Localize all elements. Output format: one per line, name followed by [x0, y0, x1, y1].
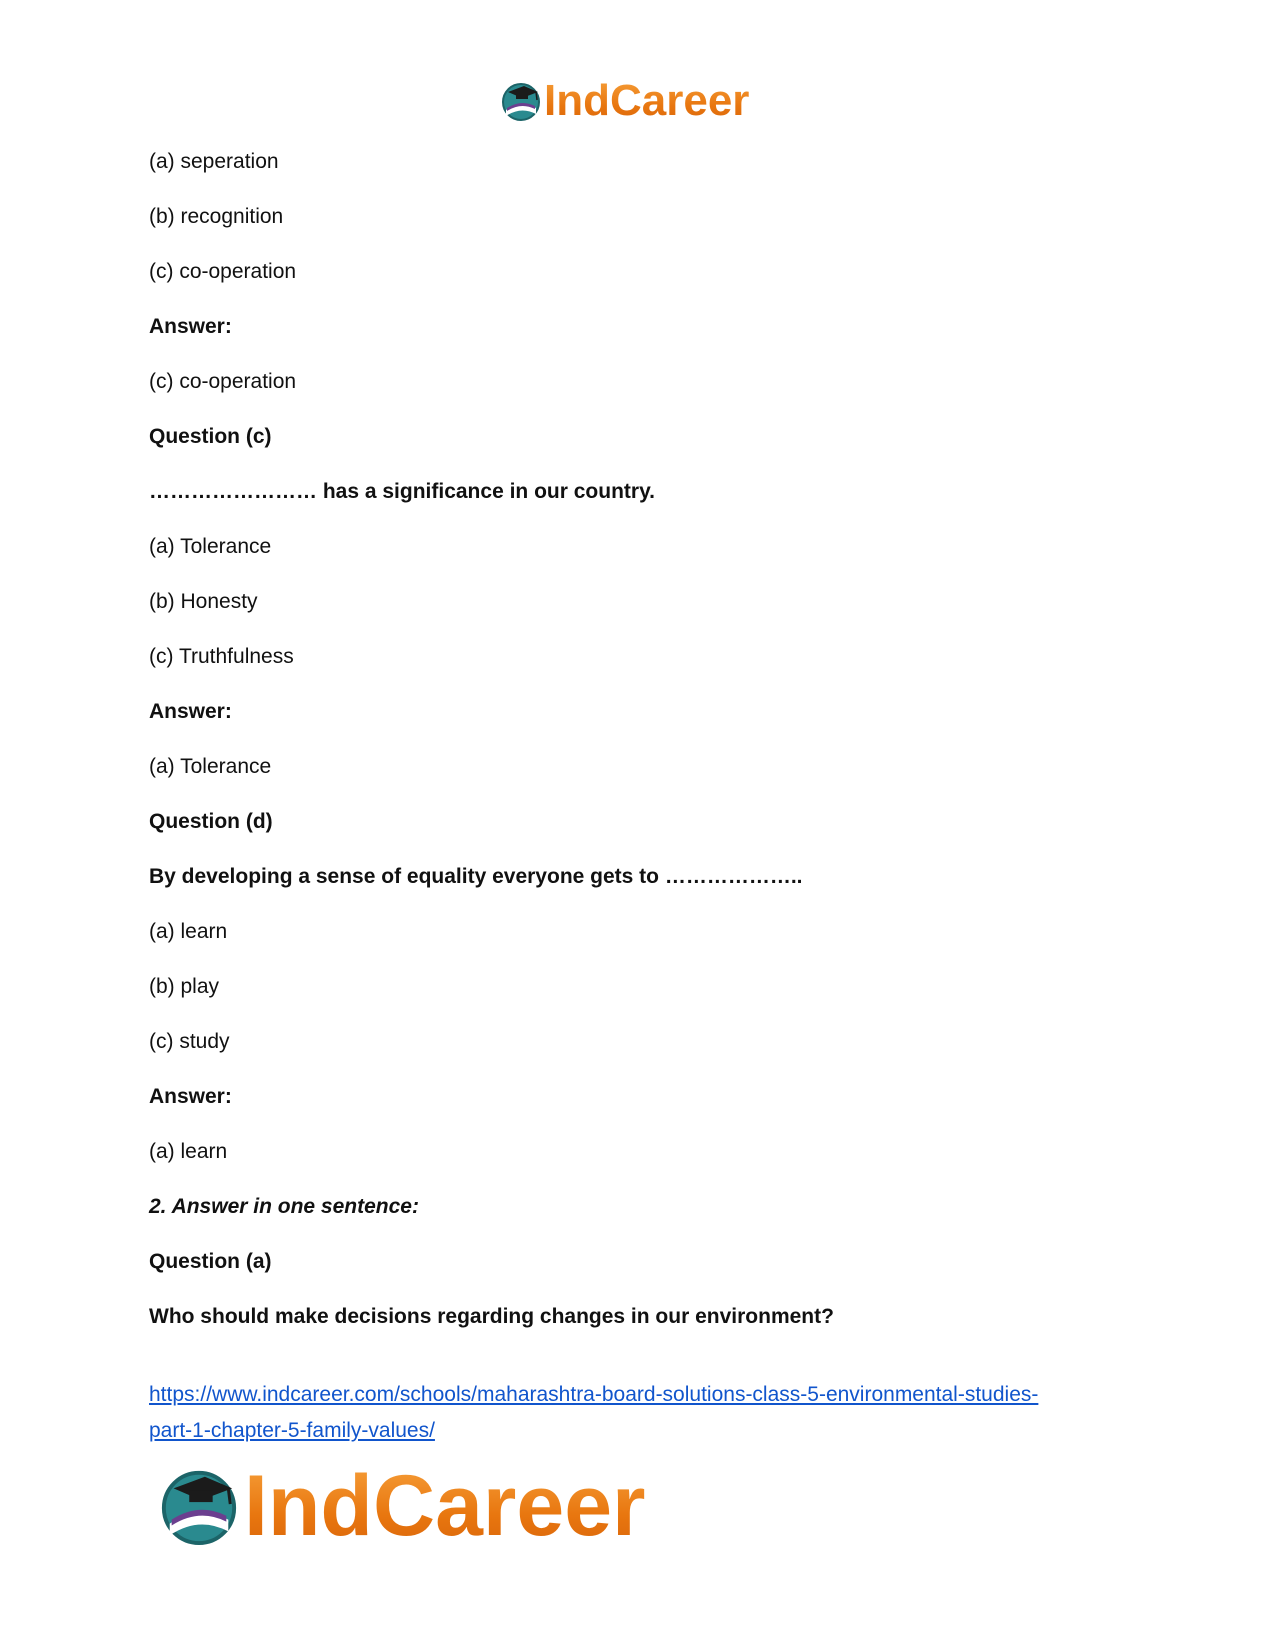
- option-a-tolerance: (a) Tolerance: [149, 535, 272, 558]
- option-b-honesty: (b) Honesty: [149, 590, 258, 613]
- question-text: By developing a sense of equality everyone gets to ………………..: [149, 865, 803, 888]
- logo-text: IndCareer: [244, 1458, 646, 1554]
- logo-text: IndCareer: [544, 76, 750, 125]
- option-a-learn: (a) learn: [149, 920, 228, 943]
- answer-label: Answer:: [149, 315, 232, 338]
- option-c-truthfulness: (c) Truthfulness: [149, 645, 294, 668]
- question-heading: Question (c): [149, 425, 272, 448]
- answer-value: (c) co-operation: [149, 370, 297, 393]
- header-logo: [500, 76, 749, 126]
- question-heading: Question (d): [149, 810, 273, 833]
- section-heading: 2. Answer in one sentence:: [149, 1195, 419, 1218]
- answer-value: (a) learn: [149, 1140, 228, 1163]
- footer-logo: [158, 1458, 646, 1554]
- answer-value: (a) Tolerance: [149, 755, 272, 778]
- question-text: Who should make decisions regarding changes in our environment?: [149, 1305, 834, 1328]
- source-link-line-1[interactable]: https://www.indcareer.com/schools/maharashtra-board-solutions-class-5-environmental-studies-: [149, 1383, 1039, 1406]
- answer-label: Answer:: [149, 700, 232, 723]
- graduation-cap-books-globe-icon: [158, 1465, 240, 1547]
- option-b-recognition: (b) recognition: [149, 205, 284, 228]
- question-heading: Question (a): [149, 1250, 272, 1273]
- option-c-co-operation: (c) co-operation: [149, 260, 297, 283]
- answer-label: Answer:: [149, 1085, 232, 1108]
- option-b-play: (b) play: [149, 975, 220, 998]
- graduation-cap-books-globe-icon: [500, 80, 542, 122]
- option-a-seperation: (a) seperation: [149, 150, 279, 173]
- option-c-study: (c) study: [149, 1030, 230, 1053]
- source-link-line-2[interactable]: part-1-chapter-5-family-values/: [149, 1419, 435, 1442]
- question-text: …………………… has a significance in our country.: [149, 480, 656, 503]
